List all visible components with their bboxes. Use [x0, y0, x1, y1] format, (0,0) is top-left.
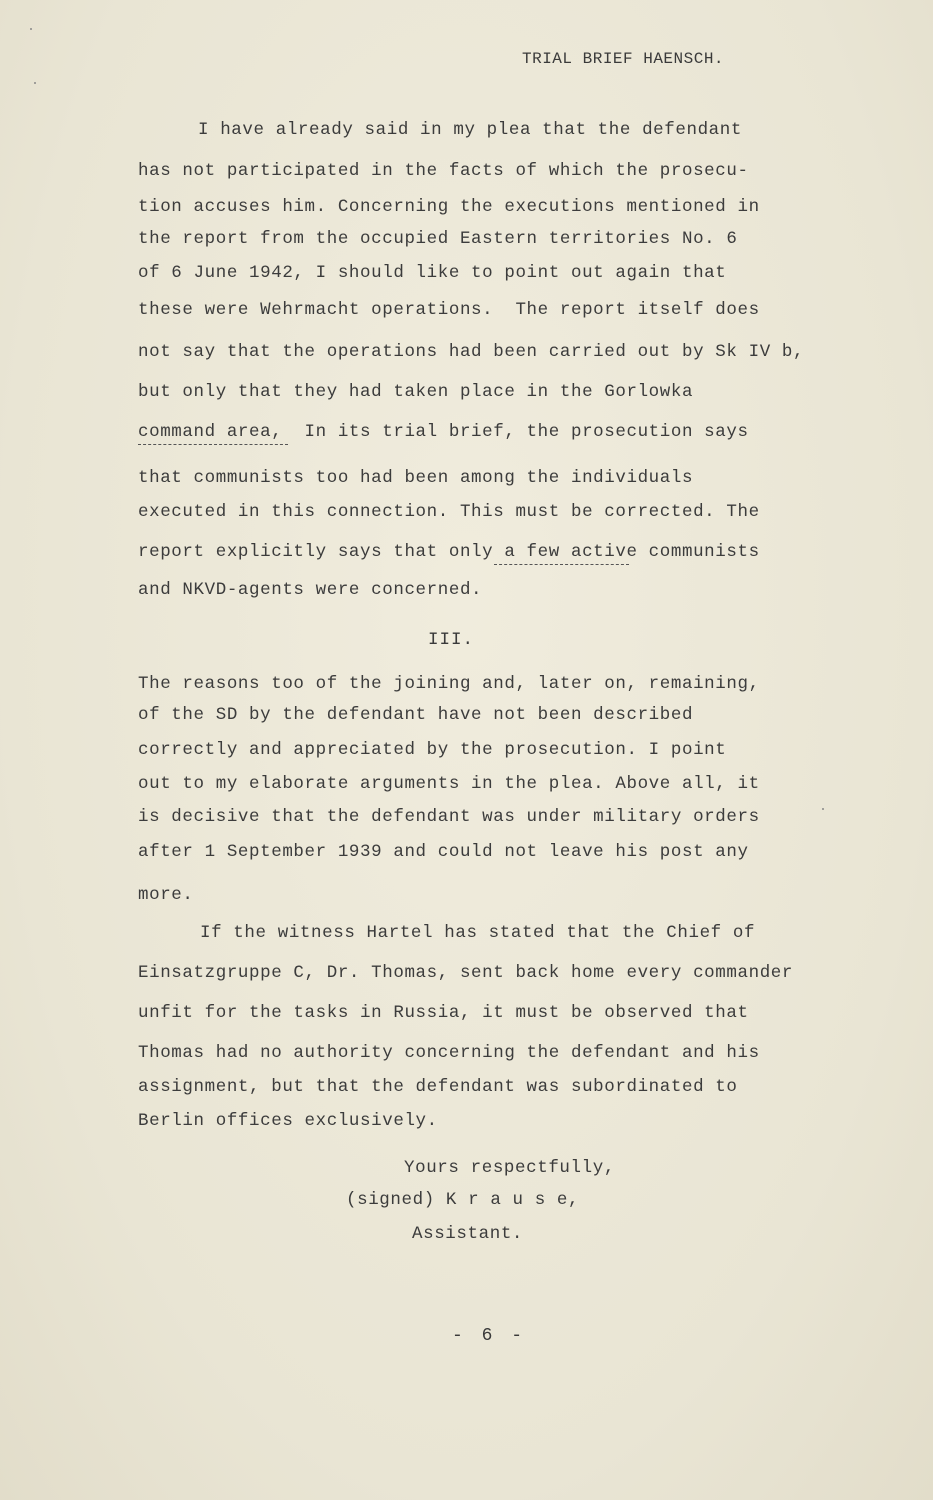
closing-title: Assistant. [412, 1224, 524, 1244]
paragraph-2-line: after 1 September 1939 and could not leave his post any [138, 842, 749, 862]
paragraph-1-line: not say that the operations had been carried out by Sk IV b, [138, 342, 805, 362]
paragraph-1-line: command area, In its trial brief, the prosecution says [138, 422, 749, 442]
dashed-underline [138, 444, 288, 445]
paragraph-1-line: executed in this connection. This must be corrected. The [138, 502, 760, 522]
closing-signature: (signed) K r a u s e, [346, 1190, 580, 1210]
paragraph-3-line: Berlin offices exclusively. [138, 1111, 438, 1131]
paragraph-2-line: of the SD by the defendant have not been described [138, 705, 694, 725]
paper-speck [30, 28, 32, 30]
paragraph-1-line: has not participated in the facts of which the prosecu- [138, 161, 749, 181]
paragraph-1-line: these were Wehrmacht operations. The report itself does [138, 300, 760, 320]
paragraph-1-line: that communists too had been among the individuals [138, 468, 694, 488]
dashed-underline [494, 564, 629, 565]
paragraph-2-line: The reasons too of the joining and, later on, remaining, [138, 674, 760, 694]
section-number: III. [428, 630, 475, 650]
paper-speck [34, 82, 36, 84]
closing-salutation: Yours respectfully, [404, 1158, 615, 1178]
paragraph-3-line: unfit for the tasks in Russia, it must be observed that [138, 1003, 749, 1023]
paragraph-1-line: of 6 June 1942, I should like to point out again that [138, 263, 727, 283]
paragraph-1-line: but only that they had taken place in the Gorlowka [138, 382, 694, 402]
paragraph-2-line: more. [138, 885, 194, 905]
document-header: TRIAL BRIEF HAENSCH. [522, 50, 725, 68]
paragraph-1-line: and NKVD-agents were concerned. [138, 580, 483, 600]
paragraph-2-line: is decisive that the defendant was under military orders [138, 807, 760, 827]
paragraph-3-line: Thomas had no authority concerning the defendant and his [138, 1043, 760, 1063]
paragraph-2-line: correctly and appreciated by the prosecution. I point [138, 740, 727, 760]
paragraph-1-line: report explicitly says that only a few active communists [138, 542, 760, 562]
paragraph-3-line: assignment, but that the defendant was subordinated to [138, 1077, 738, 1097]
paper-speck [822, 808, 824, 810]
paragraph-1-line: the report from the occupied Eastern territories No. 6 [138, 229, 738, 249]
paragraph-3-line: Einsatzgruppe C, Dr. Thomas, sent back home every commander [138, 963, 794, 983]
paragraph-1-line: I have already said in my plea that the defendant [198, 120, 742, 140]
paragraph-1-line: tion accuses him. Concerning the executions mentioned in [138, 197, 760, 217]
page-number: - 6 - [452, 1326, 527, 1346]
paragraph-2-line: out to my elaborate arguments in the plea. Above all, it [138, 774, 760, 794]
paragraph-3-line: If the witness Hartel has stated that the Chief of [200, 923, 756, 943]
